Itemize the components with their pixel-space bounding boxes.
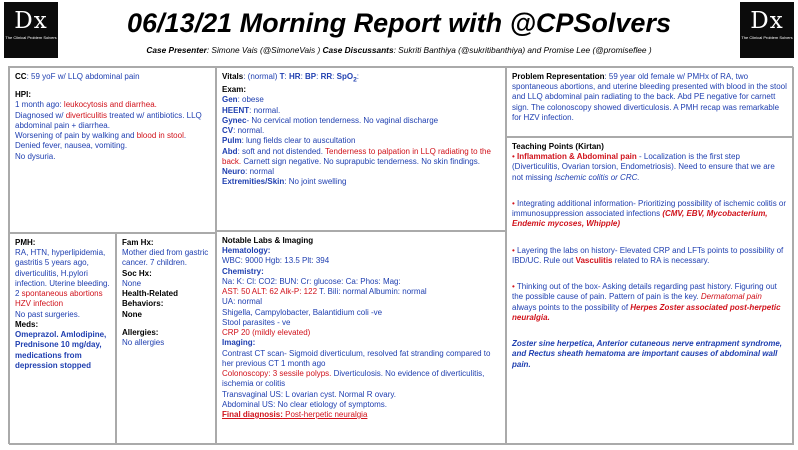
allergies-label: Allergies — [122, 327, 156, 337]
colonoscopy-result: Diverticulosis. No evidence of diverticulitis, ischemia or colitis — [222, 369, 485, 389]
transvaginal-us: Transvaginal US: L ovarian cyst. Normal R ovary. — [222, 389, 396, 399]
ct-result: Contrast CT scan- Sigmoid diverticulum, resolved fat stranding compared to her previous CT 1 month ago — [222, 348, 491, 368]
exam-key: Extremities/Skin — [222, 177, 285, 187]
teaching-point-text: - Localization is the first step (Diverticulitis, Ovarian torsion, Endometriosis). Need to ensure that we are not missing — [512, 152, 775, 182]
vital-spo2-sub: 2 — [353, 76, 357, 84]
social-section: Fam Hx: Mother died from gastric cancer. 7 children. Soc Hx: None Health-Related Behaviors: None Allergies: No allergies — [116, 233, 216, 445]
exam-value: - No cervical motion tenderness. No vaginal discharge — [246, 115, 439, 125]
exam-key: Gen — [222, 95, 238, 105]
sochx-label: Soc Hx — [122, 268, 150, 278]
pmh-surgeries: No past surgeries. — [15, 309, 80, 319]
final-diagnosis: Post-herpetic neuralgia — [282, 409, 368, 419]
hpi-highlight: blood in stool — [136, 131, 184, 141]
teaching-point — [512, 152, 788, 183]
teaching-points-section — [506, 137, 794, 445]
exam-value: : No joint swelling — [284, 177, 347, 187]
teaching-point — [512, 246, 788, 266]
logo-tagline: The Clinical Problem Solvers — [741, 35, 793, 40]
meds-label: Meds — [15, 319, 36, 329]
health-behaviors-label: Health-Related Behaviors — [122, 289, 179, 309]
hpi-line: Denied fever, nausea, vomiting. — [15, 141, 128, 151]
bullet: • — [512, 198, 515, 208]
logo-text: Dx — [14, 8, 48, 34]
vital-hr: HR — [289, 72, 301, 81]
cc-label: CC — [15, 72, 27, 81]
chem-values: Na: K: Cl: CO2: BUN: Cr: glucose: Ca: Phos: Mag: — [222, 276, 401, 286]
abdominal-us: Abdominal US: No clear etiology of symptoms. — [222, 399, 387, 409]
exam-key: Abd — [222, 146, 238, 156]
hpi-highlight: leukocytosis and diarrhea. — [63, 100, 157, 110]
chem-alt: ALT: 62 Alk-P: 122 — [250, 287, 318, 297]
logo-tagline: The Clinical Problem Solvers — [5, 35, 57, 40]
teaching-point-text: Thinking out of the box- Asking details regarding past history. Figuring out the possible cause of pain. Pattern of pain is the key. — [512, 282, 777, 302]
teaching-point — [512, 199, 788, 230]
labs-imaging-section: Notable Labs & Imaging Hematology: WBC: 9000 Hgb: 13.5 Plt: 394 Chemistry: Na: K: Cl: CO2: BUN: Cr: glucose: Ca: Phos: Mag: AST: 50 ALT: 62 Alk-P: 122 T. Bili: normal Albumin: normal UA: normal Shigella, Campylobacter, Balantidium coli -ve Stool parasites - ve CRP 20 (mildly elevated) Imaging: Contrast CT scan- Sigmoid diverticulum, resolved fat stranding compared to her previous CT 1 month ago Colonoscopy: 3 sessile polyps. Diverticulosis. No evidence of diverticulitis, ischemia or colitis Transvaginal US: L ovarian cyst. Normal R ovary. Abdominal US: No clear etiology of symptoms. Final diagnosis: Post-herpetic neuralgia — [216, 231, 506, 445]
cc-hpi-section: CC: 59 yoF w/ LLQ abdominal pain HPI: 1 month ago: leukocytosis and diarrhea. Diagnosed w/ diverticulitis treated w/ antibiotics. LLQ abdominal pain + diarrhea. Worsening of pain by walking and blood in stool. Denied fever, nausea, vomiting. No dysuria. — [9, 67, 216, 233]
exam-value: : normal. — [249, 105, 281, 115]
allergies-text: No allergies — [122, 338, 165, 348]
health-behaviors-text: None — [122, 309, 142, 319]
sochx-text: None — [122, 278, 142, 288]
teaching-point-title: Inflammation & Abdominal pain — [517, 152, 637, 162]
teaching-point-text: always points to the possibility of — [512, 302, 631, 312]
heme-values: WBC: 9000 Hgb: 13.5 Plt: 394 — [222, 256, 330, 266]
vitals-exam-section: Vitals: (normal) T: HR: BP: RR: SpO$_2$: Exam: Gen: obese HEENT: normal. Gynec- No cervical motion tenderness. No vaginal discharge CV: normal. Pulm: lung fields clear to auscultation Abd: soft and not distended. Tenderness to palpation in LLQ radiating to the back. Carnett sign negative. No suprapubic tenderness. No skin findings. Neuro: normal Extremities/Skin: No joint swelling — [216, 67, 506, 231]
vital-bp: BP — [305, 72, 317, 81]
stool-parasites: Stool parasites - ve — [222, 317, 291, 327]
colonoscopy-highlight: Colonoscopy: 3 sessile polyps. — [222, 369, 332, 379]
pmh-section: PMH: RA, HTN, hyperlipidemia, gastritis 5 years ago, diverticulitis, H.pylori infection. Uterine bleeding. 2 spontaneous abortions HZV infection No past surgeries. Meds: Omeprazol. Amlodipine, Prednisone 10 mg/day, medications from depression stopped — [9, 233, 116, 445]
exam-key: CV — [222, 126, 234, 136]
problem-text: : 59 year old female w/ PMHx of RA, two spontaneous abortions, and uterine bleeding presented with blood in the stool and LLQ abdominal pain radiating to the back. Abd PE negative for carnett sign. The colonoscopy showed diverticulosis. A PMH recap was remarkable for HZV infection. — [512, 72, 787, 122]
famhx-label: Fam Hx — [122, 238, 151, 247]
pmh-highlight: spontaneous abortions — [21, 289, 103, 299]
hpi-line: Worsening of pain by walking and — [15, 131, 137, 141]
chem-ast: AST: 50 — [222, 287, 251, 297]
exam-value: : normal — [245, 167, 275, 176]
chem-values: T. Bili: normal Albumin: normal — [317, 287, 427, 297]
exam-value: : obese — [237, 95, 264, 105]
ua-result: UA: normal — [222, 297, 263, 307]
exam-value: : lung fields clear to auscultation — [241, 136, 356, 146]
hpi-highlight: diverticulitis — [65, 110, 108, 120]
teaching-point-text: Integrating additional information- Prioritizing possibility of ischemic colitis or immunosuppression associated infections — [512, 198, 787, 219]
exam-value: Carnett sign negative. No suprapubic tenderness. No skin findings. — [241, 156, 480, 166]
teaching-point-bold: (CMV, EBV, Mycobacterium, Endemic mycoses, Whipple) — [512, 209, 768, 229]
bullet: • — [512, 282, 515, 292]
crp-result: CRP 20 (mildly elevated) — [222, 328, 311, 338]
pmh-label: PMH — [15, 238, 33, 247]
teaching-point-italic: Ischemic colitis or CRC. — [554, 172, 640, 182]
discussants: : Sukriti Banthiya (@sukritibanthiya) and Promise Lee (@promiseflee ) — [393, 45, 652, 55]
teaching-point-text: Layering the labs on history- Elevated CRP and LFTs points to possibility of IBD/UC. Rule out — [512, 245, 784, 265]
stool-culture: Shigella, Campylobacter, Balantidium coli -ve — [222, 307, 383, 317]
exam-value: : soft and not distended. — [237, 146, 326, 156]
cc-text: : 59 yoF w/ LLQ abdominal pain — [26, 72, 140, 81]
teaching-point-text: related to RA is necessary. — [612, 255, 710, 265]
labs-label: Notable Labs & Imaging — [222, 236, 314, 245]
presenter: : Simone Vais (@SimoneVais ) — [206, 45, 321, 55]
exam-key: Gynec — [222, 115, 247, 125]
discussants-label: Case Discussants — [322, 45, 394, 55]
teaching-point-summary: Zoster sine herpetica, Anterior cutaneous nerve entrapment syndrome, and Rectus sheath hematoma are important causes of abdominal wall pain. — [512, 339, 782, 369]
hpi-label: HPI — [15, 90, 29, 100]
logo-right — [740, 2, 794, 58]
subtitle — [60, 45, 738, 56]
bullet: • — [512, 152, 515, 162]
hpi-line: . — [183, 131, 187, 141]
exam-key: HEENT — [222, 105, 250, 115]
teaching-label: Teaching Points (Kirtan) — [512, 142, 604, 151]
logo-left — [4, 2, 58, 58]
teaching-point — [512, 282, 788, 323]
problem-label: Problem Representation — [512, 72, 605, 81]
pmh-items: RA, HTN, hyperlipidemia, gastritis 5 years ago, diverticulitis, H.pylori infection. Uterine bleeding. 2 — [15, 248, 110, 299]
report-grid — [8, 66, 793, 444]
meds-list: Omeprazol. Amlodipine, Prednisone 10 mg/day, medications from depression stopped — [15, 330, 107, 370]
problem-representation-section — [506, 67, 794, 137]
teaching-point-bold: Vasculitis — [575, 255, 613, 265]
logo-text: Dx — [750, 8, 784, 34]
pmh-highlight: HZV infection — [15, 299, 64, 309]
final-diagnosis-label: Final diagnosis: — [222, 409, 283, 419]
imaging-label: Imaging — [222, 338, 253, 348]
exam-key: Neuro — [222, 167, 246, 176]
page-title: 06/13/21 Morning Report with @CPSolvers — [127, 8, 671, 38]
exam-value: : normal. — [233, 126, 265, 136]
exam-highlight: Tenderness to palpation in LLQ radiating to the back. — [222, 146, 491, 166]
vital-spo2: SpO — [336, 72, 354, 81]
hpi-line: No dysuria. — [15, 151, 56, 161]
hpi-line: treated w/ antibiotics. LLQ abdominal pain + diarrhea. — [15, 110, 202, 130]
presenter-label: Case Presenter — [146, 45, 207, 55]
chem-label: Chemistry — [222, 266, 262, 276]
famhx-text: Mother died from gastric cancer. 7 children. — [122, 248, 209, 268]
exam-label: Exam — [222, 85, 244, 95]
heme-label: Hematology — [222, 246, 268, 256]
vital-rr: RR — [320, 72, 333, 81]
vital-t: T — [279, 72, 285, 81]
vitals-normal: : (normal) — [243, 72, 280, 81]
hpi-line: Diagnosed w/ — [15, 110, 66, 120]
teaching-point-italic: Dermatomal pain — [700, 292, 762, 302]
teaching-point-bold: Herpes Zoster associated post-herpetic neuralgia. — [512, 302, 781, 322]
exam-key: Pulm — [222, 136, 242, 146]
bullet: • — [512, 245, 515, 255]
hpi-line: 1 month ago: — [15, 100, 64, 110]
vitals-label: Vitals — [222, 72, 244, 81]
